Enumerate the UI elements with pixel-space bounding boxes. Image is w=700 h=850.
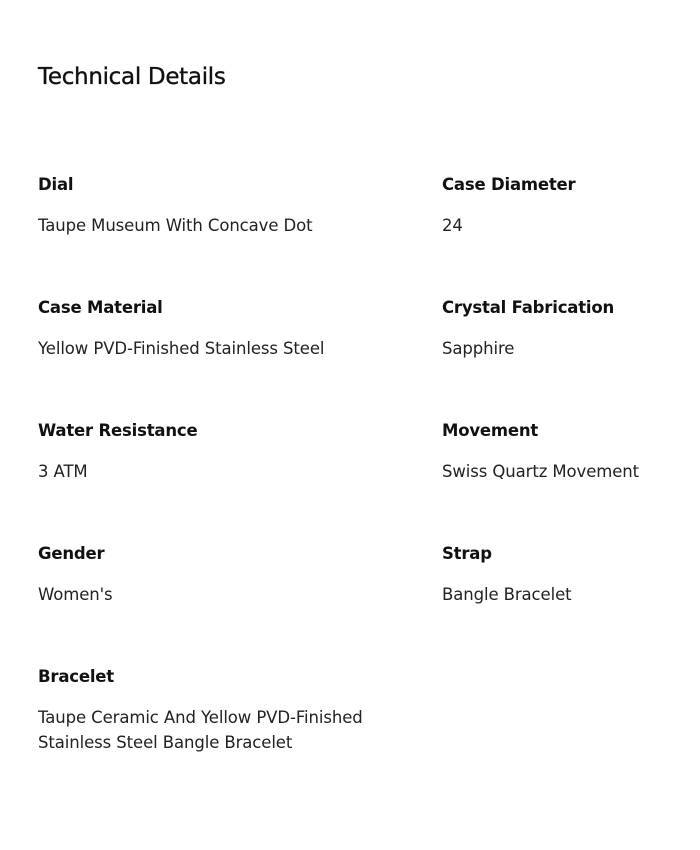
- spec-crystal-fabrication: [442, 298, 682, 361]
- spec-label: Dial: [38, 175, 74, 194]
- spec-label: Bracelet: [38, 667, 114, 686]
- spec-value: Yellow PVD-Finished Stainless Steel: [38, 339, 325, 358]
- spec-value: 3 ATM: [38, 462, 88, 481]
- spec-bracelet: [38, 667, 378, 755]
- spec-case-material: [38, 298, 378, 361]
- spec-label: Crystal Fabrication: [442, 298, 615, 317]
- section-title: Technical Details: [38, 64, 226, 90]
- spec-value: Taupe Museum With Concave Dot: [38, 216, 313, 235]
- spec-label: Movement: [442, 421, 539, 440]
- spec-value: Women's: [38, 585, 113, 604]
- spec-case-diameter: [442, 175, 682, 238]
- spec-movement: [442, 421, 682, 484]
- spec-value: Swiss Quartz Movement: [442, 462, 640, 481]
- spec-strap: [442, 544, 682, 607]
- spec-value: Sapphire: [442, 339, 515, 358]
- spec-label: Strap: [442, 544, 492, 563]
- spec-label: Water Resistance: [38, 421, 198, 440]
- spec-label: Gender: [38, 544, 105, 563]
- spec-label: Case Material: [38, 298, 163, 317]
- technical-details-section: [38, 0, 678, 850]
- spec-value: 24: [442, 216, 463, 235]
- spec-dial: [38, 175, 378, 238]
- spec-label: Case Diameter: [442, 175, 576, 194]
- spec-value: Taupe Ceramic And Yellow PVD-Finished Stainless Steel Bangle Bracelet: [38, 708, 363, 752]
- spec-gender: [38, 544, 378, 607]
- spec-value: Bangle Bracelet: [442, 585, 572, 604]
- spec-water-resistance: [38, 421, 378, 484]
